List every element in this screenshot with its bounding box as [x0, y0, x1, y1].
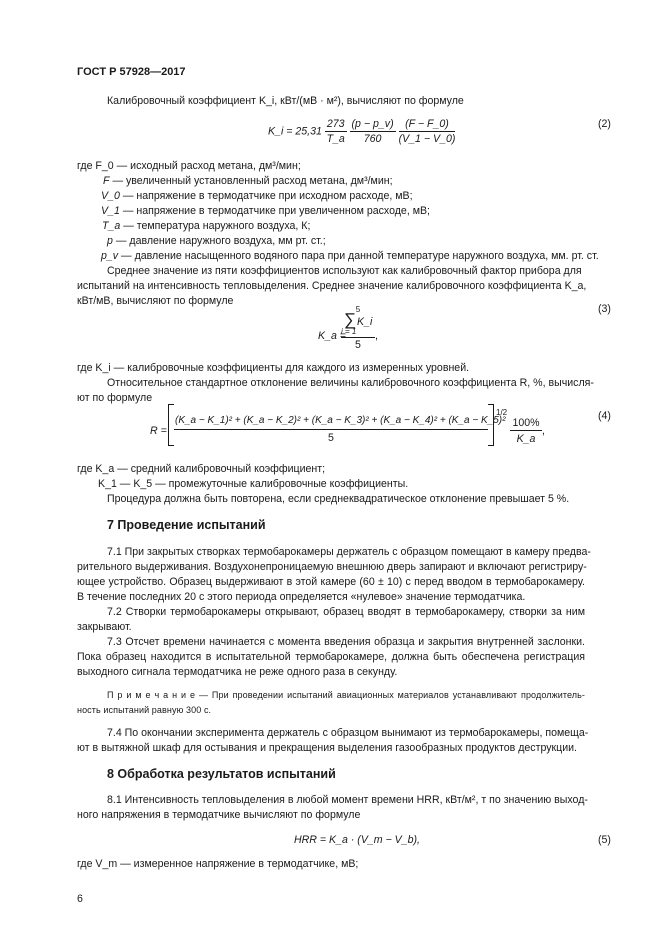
def-v0	[101, 190, 413, 202]
eq3-den: 5	[355, 339, 361, 351]
eq4-f-bar	[510, 430, 542, 431]
note-2: ность испытаний равную 300 с.	[77, 705, 212, 715]
p73-2: Пока образец находится в испытательной термобарокамере, должна быть обеспечена регистрация	[77, 651, 585, 663]
def-p-text: — давление наружного воздуха, мм рт. ст.;	[115, 235, 326, 247]
eq4-den: 5	[328, 432, 334, 444]
def-pv-text: — давление насыщенного водяного пара при данной температуре наружного воздуха, мм. рт. ст.	[121, 250, 599, 262]
eq4-lhs: R =	[150, 425, 167, 437]
p71-4: В течение последних 20 с этого периода определяется «нулевое» значение термодатчика.	[77, 591, 526, 603]
eq2-lhs: K_i = 25,31	[268, 125, 322, 138]
para-mean-1: Среднее значение из пяти коэффициентов используют как калибровочный фактор прибора для	[107, 265, 582, 277]
p74-2: ют в вытяжной шкаф для остывания и прекращения выделения газообразных продуктов деструкции.	[77, 742, 577, 754]
def-pv-sym: p_v	[101, 250, 119, 262]
def-vm: где V_m — измеренное напряжение в термодатчике, мВ;	[77, 858, 359, 870]
def-ta-sym: T_a	[102, 220, 121, 232]
p73-1: 7.3 Отсчет времени начинается с момента введения образца и закрытия внутренней заслонки.	[107, 636, 585, 648]
equation-5: HRR = K_a · (V_m − V_b),	[294, 834, 420, 846]
eq4-number: (4)	[598, 410, 611, 422]
eq3-fraction-bar	[341, 337, 375, 338]
def-ki: где K_i — калибровочные коэффициенты для каждого из измеренных уровней.	[77, 362, 470, 374]
eq4-comma: ,	[542, 425, 545, 437]
eq4-f-num: 100%	[512, 417, 540, 429]
def-ta	[102, 220, 310, 232]
p72-1: 7.2 Створки термобарокамеры открывают, образец вводят в термобарокамеру, створки за ним	[107, 606, 585, 618]
para-mean-2: испытаний на интенсивность тепловыделения. Среднее значение калибровочного коэффициента K_a,	[77, 280, 587, 292]
p73-3: выходного сигнала термодатчика не реже одного раза в секунду.	[77, 666, 398, 678]
page-number: 6	[77, 893, 83, 905]
eq3-lhs: K_a =	[318, 330, 346, 342]
eq4-right-bracket	[488, 404, 494, 446]
eq5-number: (5)	[598, 834, 611, 846]
def-pv	[101, 250, 599, 262]
eq2-den3: (V_1 − V_0)	[398, 133, 456, 145]
eq3-sum-top: 5	[355, 305, 361, 314]
def-k1-k5: K_1 — K_5 — промежуточные калибровочные коэффициенты.	[98, 478, 409, 490]
document-header: ГОСТ Р 57928—2017	[77, 66, 186, 78]
eq3-number: (3)	[598, 303, 611, 315]
def-f0-text: — исходный расход метана, дм³/мин;	[116, 160, 301, 172]
def-f	[103, 175, 393, 187]
p74-1: 7.4 По окончании эксперимента держатель с образцом вынимают из термобарокамеры, помеща-	[107, 727, 589, 739]
note-1: П р и м е ч а н и е — При проведении испытаний авиационных материалов устанавливают продолжитель-	[107, 690, 585, 700]
eq2-number: (2)	[598, 118, 611, 130]
def-v0-sym: V_0	[101, 190, 120, 202]
def-p	[107, 235, 326, 247]
section-7-title: 7 Проведение испытаний	[107, 518, 266, 532]
eq2-frac1	[325, 118, 347, 145]
p71-1: 7.1 При закрытых створках термобарокамеры держатель с образцом помещают в камеру предва-	[107, 546, 591, 558]
def-p-sym: p	[107, 235, 113, 247]
p81-2: ного напряжения в термодатчике вычисляют по формуле	[77, 809, 361, 821]
eq3-sum-bottom: i = 1	[341, 327, 357, 336]
def-ta-text: — температура наружного воздуха, К;	[123, 220, 311, 232]
def-v1-sym: V_1	[101, 205, 120, 217]
def-f0-sym: где F_0	[77, 160, 114, 172]
def-f0	[77, 160, 301, 172]
equation-2	[268, 118, 455, 145]
eq2-num1: 273	[326, 118, 345, 130]
para-rsd-1: Относительное стандартное отклонение величины калибровочного коэффициента R, %, вычисля-	[107, 377, 594, 389]
eq2-num3: (F − F_0)	[399, 118, 456, 132]
eq2-frac2	[350, 118, 396, 145]
eq4-fraction-bar	[174, 429, 488, 430]
para-mean-3: кВт/мВ, вычисляют по формуле	[77, 295, 234, 307]
eq3-sum-body: K_i	[357, 316, 373, 328]
p71-3: ющее устройство. Образец выдерживают в этой камере (60 ± 10) с перед вводом в термобарокамеру.	[77, 576, 585, 588]
section-8-title: 8 Обработка результатов испытаний	[107, 767, 336, 781]
p72-2: закрывают.	[77, 621, 132, 633]
eq3-comma: ,	[375, 330, 378, 342]
eq2-den2: 760	[363, 133, 382, 145]
para-rsd-2: ют по формуле	[77, 392, 153, 404]
def-v1-text: — напряжение в термодатчике при увеличенном расходе, мВ;	[122, 205, 430, 217]
p71-2: рительного выдерживания. Воздухонепроницаемую внешнюю дверь запирают и включают регистриру-	[77, 561, 587, 573]
eq2-num2: (p − p_v)	[351, 118, 394, 130]
p81-1: 8.1 Интенсивность тепловыделения в любой момент времени HRR, кВт/м², т по значению выход-	[107, 794, 588, 806]
eq4-f-den: K_a	[516, 433, 536, 445]
eq2-den1: T_a	[326, 133, 345, 145]
sigma-icon: ∑	[344, 310, 357, 329]
eq4-numerator: (K_a − K_1)² + (K_a − K_2)² + (K_a − K_3)² + (K_a − K_4)² + (K_a − K_5)²	[175, 415, 506, 426]
eq4-power: 1/2	[496, 408, 508, 417]
eq2-frac3	[399, 118, 456, 145]
def-ka: где K_a — средний калибровочный коэффициент;	[77, 463, 326, 475]
procedure-note: Процедура должна быть повторена, если среднеквадратическое отклонение превышает 5 %.	[107, 493, 570, 505]
def-f-text: — увеличенный установленный расход метана, дм³/мин;	[112, 175, 393, 187]
intro-calibration: Калибровочный коэффициент K_i, кВт/(мВ · м²), вычисляют по формуле	[107, 95, 464, 107]
def-v0-text: — напряжение в термодатчике при исходном расходе, мВ;	[122, 190, 413, 202]
def-v1	[101, 205, 430, 217]
def-f-sym: F	[103, 175, 110, 187]
